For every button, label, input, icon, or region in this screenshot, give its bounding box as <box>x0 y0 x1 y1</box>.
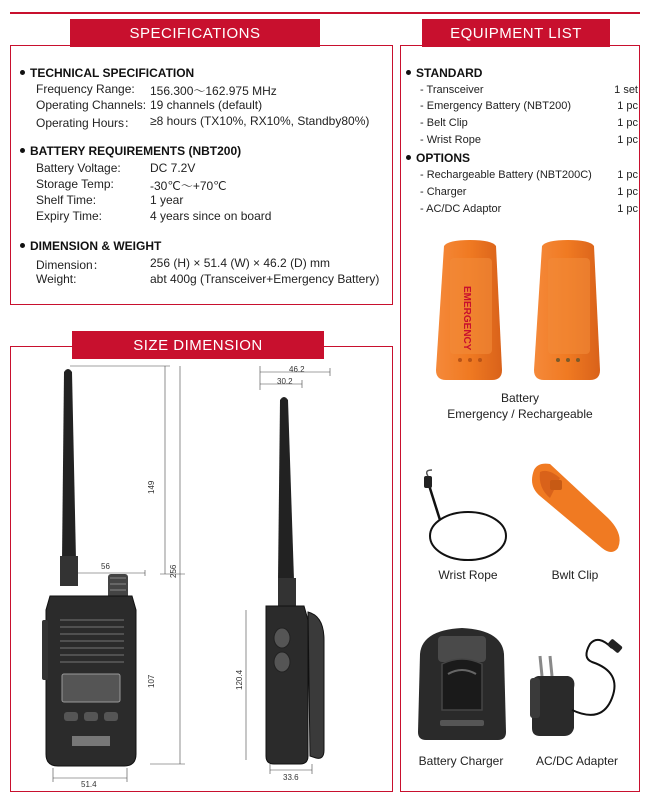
top-rule <box>10 12 640 14</box>
radio-side-drawing <box>220 360 340 790</box>
equipment-item: - AC/DC Adaptor 1 pc <box>420 203 638 215</box>
equipment-item: - Charger 1 pc <box>420 186 638 198</box>
bullet-icon <box>406 155 411 160</box>
battery-image <box>430 238 610 388</box>
equipment-item: - Belt Clip 1 pc <box>420 117 638 129</box>
adapter-image <box>512 628 638 738</box>
bullet-icon <box>20 243 25 248</box>
battery-caption-line2: Emergency / Rechargeable <box>447 407 593 421</box>
adapter-caption: AC/DC Adapter <box>535 754 619 768</box>
equipment-item: - Transceiver 1 set <box>420 84 638 96</box>
dim-label-46-2: 46.2 <box>289 365 305 374</box>
charger-image <box>412 624 512 744</box>
technical-spec-title: TECHNICAL SPECIFICATION <box>20 66 194 80</box>
size-dimension-banner: SIZE DIMENSION <box>72 331 324 359</box>
dim-label-149: 149 <box>147 480 156 494</box>
dim-label-51-4: 51.4 <box>81 780 97 789</box>
belt-clip-image <box>520 460 630 560</box>
battery-caption-line1: Battery <box>500 391 539 405</box>
standard-title: STANDARD <box>406 66 482 80</box>
bullet-icon <box>20 148 25 153</box>
dim-label-33-6: 33.6 <box>283 773 299 782</box>
battery-requirements-title: BATTERY REQUIREMENTS (NBT200) <box>20 144 241 158</box>
dim-label-56: 56 <box>101 562 110 571</box>
charger-caption: Battery Charger <box>418 754 504 768</box>
equipment-banner: EQUIPMENT LIST <box>422 19 610 47</box>
belt-clip-caption: Bwlt Clip <box>551 568 599 582</box>
options-title: OPTIONS <box>406 151 470 165</box>
dim-label-120-4: 120.4 <box>235 669 244 690</box>
equipment-item: - Wrist Rope 1 pc <box>420 134 638 146</box>
wrist-rope-image <box>420 468 520 568</box>
dim-label-107: 107 <box>147 674 156 688</box>
equipment-item: - Emergency Battery (NBT200) 1 pc <box>420 100 638 112</box>
equipment-item: - Rechargeable Battery (NBT200C) 1 pc <box>420 169 638 181</box>
bullet-icon <box>20 70 25 75</box>
specifications-banner: SPECIFICATIONS <box>70 19 320 47</box>
emergency-label: EMERGENCY <box>461 286 472 351</box>
dimension-weight-title: DIMENSION & WEIGHT <box>20 239 161 253</box>
bullet-icon <box>406 70 411 75</box>
wrist-rope-caption: Wrist Rope <box>438 568 498 582</box>
dim-label-30-2: 30.2 <box>277 377 293 386</box>
dim-label-256: 256 <box>169 564 178 578</box>
